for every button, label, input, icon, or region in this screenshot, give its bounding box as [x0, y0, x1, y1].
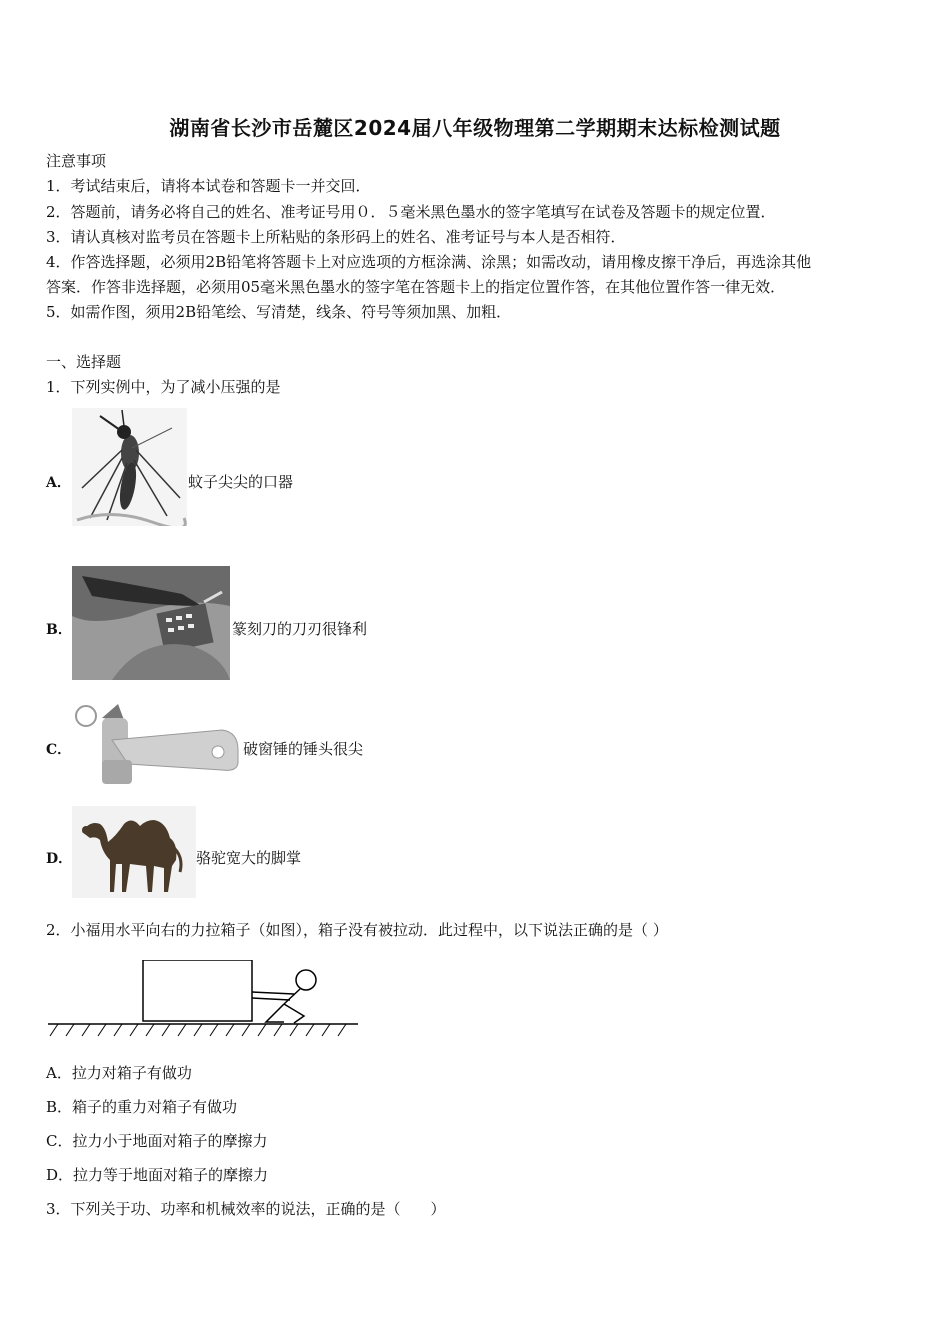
notice-item: 2．答题前，请务必将自己的姓名、准考证号用０．５毫米黑色墨水的签字笔填写在试卷及答题卡的规定位置． — [46, 203, 776, 221]
option-text: 篆刻刀的刀刃很锋利 — [232, 620, 368, 638]
option-text: 骆驼宽大的脚掌 — [196, 849, 302, 867]
mosquito-icon — [72, 408, 187, 526]
option-text: 破窗锤的锤头很尖 — [243, 740, 364, 758]
option-text: A．拉力对箱子有做功 — [46, 1064, 192, 1082]
box-pull-diagram — [44, 960, 360, 1040]
question-stem: 2．小福用水平向右的力拉箱子（如图），箱子没有被拉动．此过程中，以下说法正确的是（ ） — [46, 921, 668, 939]
option-text: D．拉力等于地面对箱子的摩擦力 — [46, 1166, 269, 1184]
notice-heading: 注意事项 — [46, 152, 107, 170]
option-label: A． — [46, 475, 71, 491]
camel-icon — [72, 806, 196, 898]
window-hammer-icon — [72, 700, 242, 792]
carving-knife-icon — [72, 566, 230, 680]
question-stem: 1．下列实例中，为了减小压强的是 — [46, 378, 281, 396]
option-text: B．箱子的重力对箱子有做功 — [46, 1098, 238, 1116]
notice-item: 4．作答选择题，必须用2B铅笔将答题卡上对应选项的方框涂满、涂黑；如需改动，请用橡皮擦干净后，再选涂其他 — [46, 253, 812, 271]
option-label: B． — [46, 622, 72, 638]
option-text: C．拉力小于地面对箱子的摩擦力 — [46, 1132, 268, 1150]
section-heading: 一、选择题 — [46, 353, 122, 371]
notice-item: 3．请认真核对监考员在答题卡上所粘贴的条形码上的姓名、准考证号与本人是否相符． — [46, 228, 626, 246]
page-title: 湖南省长沙市岳麓区2024届八年级物理第二学期期末达标检测试题 — [169, 116, 781, 140]
question-stem: 3．下列关于功、功率和机械效率的说法，正确的是（ ） — [46, 1200, 446, 1218]
notice-item: 1．考试结束后，请将本试卷和答题卡一并交回． — [46, 177, 371, 195]
notice-item: 5．如需作图，须用2B铅笔绘、写清楚，线条、符号等须加黑、加粗． — [46, 303, 512, 321]
option-label: C． — [46, 742, 72, 758]
option-text: 蚊子尖尖的口器 — [188, 473, 294, 491]
option-label: D． — [46, 851, 73, 867]
notice-item: 答案．作答非选择题，必须用05毫米黑色墨水的签字笔在答题卡上的指定位置作答，在其他位置作答一律无效． — [46, 278, 786, 296]
